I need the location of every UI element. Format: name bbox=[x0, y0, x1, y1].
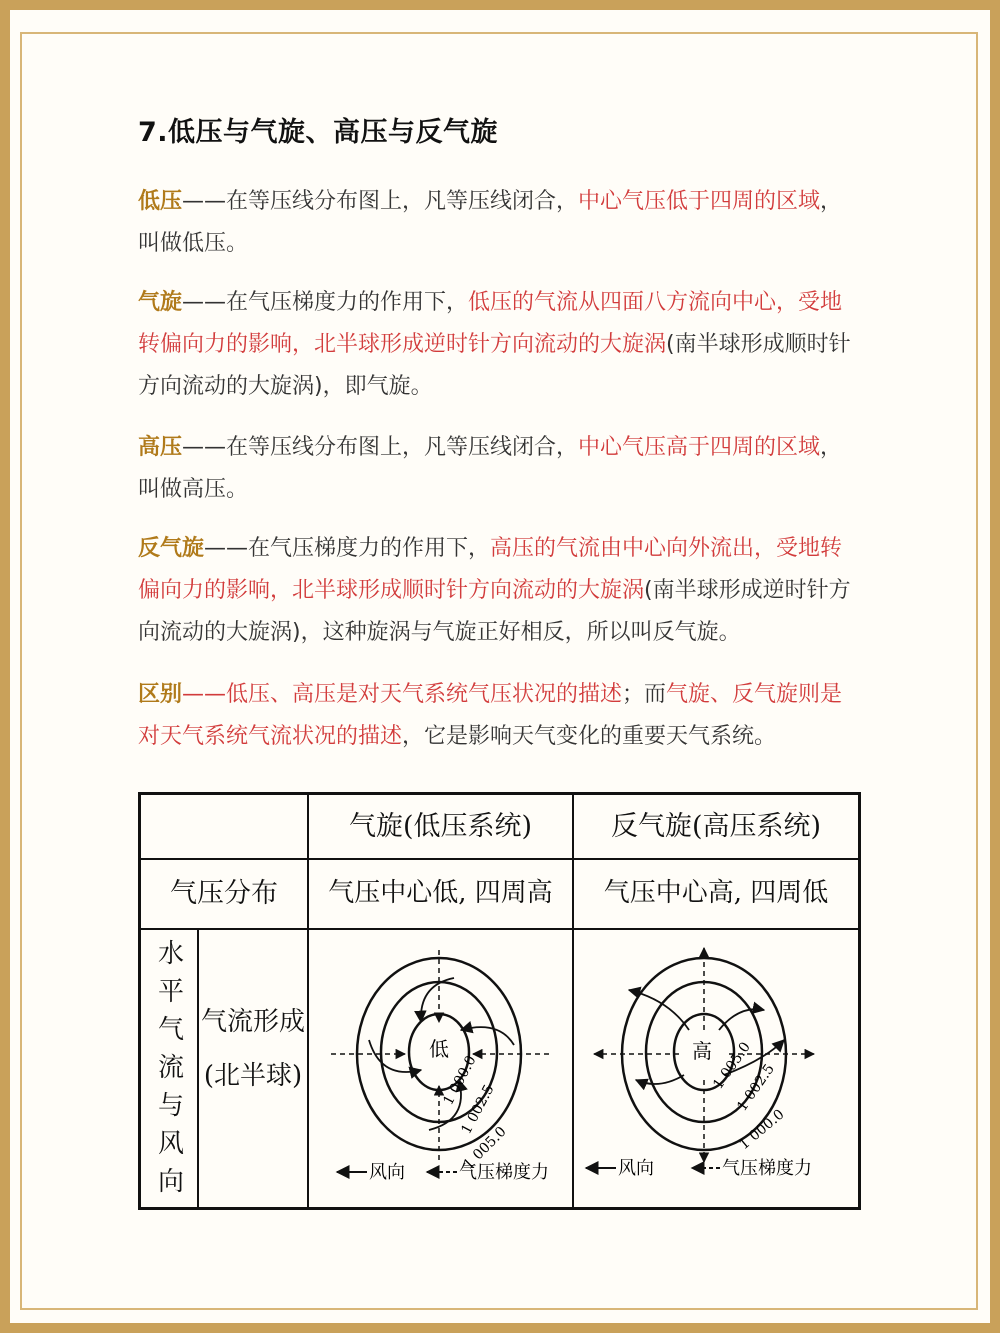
isobar-label: 1 000.0 bbox=[736, 1106, 788, 1154]
term-high: 高压 bbox=[138, 435, 183, 460]
legend-pgf-label: 气压梯度力 bbox=[459, 1162, 549, 1183]
anticyclone-center-label: 高 bbox=[692, 1039, 712, 1063]
row-label-airflow: 气流形成(北半球) bbox=[201, 1007, 306, 1091]
paragraph-high-pressure: 高压——在等压线分布图上，凡等压线闭合，中心气压高于四周的区域，叫做高压。 bbox=[138, 435, 843, 502]
paragraph-difference: 区别——低压、高压是对天气系统气压状况的描述；而气旋、反气旋则是对天气系统气流状况的描述，它是影响天气变化的重要天气系统。 bbox=[138, 682, 843, 749]
paragraph-cyclone: 气旋——在气压梯度力的作用下，低压的气流从四面八方流向中心，受地转偏向力的影响，北半球形成逆时针方向流动的大旋涡(南半球形成顺时针方向流动的大旋涡)，即气旋。 bbox=[138, 290, 851, 399]
row-label-vertical: 水平气流与风向 bbox=[157, 939, 184, 1197]
wind-arrow bbox=[636, 1075, 684, 1084]
table-rule bbox=[141, 858, 858, 860]
term-low: 低压 bbox=[138, 189, 183, 214]
col-header-cyclone: 气旋(低压系统) bbox=[348, 811, 533, 842]
paragraph-low-pressure: 低压——在等压线分布图上，凡等压线闭合，中心气压低于四周的区域，叫做低压。 bbox=[138, 189, 843, 256]
wind-arrow bbox=[369, 1040, 421, 1072]
row-label-pressure: 气压分布 bbox=[170, 878, 278, 909]
col-header-anticyclone: 反气旋(高压系统) bbox=[610, 811, 822, 842]
cyclone-diagram bbox=[309, 930, 572, 1207]
legend-pgf-label: 气压梯度力 bbox=[722, 1158, 812, 1179]
anticyclone-diagram bbox=[574, 930, 858, 1207]
cell-anticyclone-pressure: 气压中心高, 四周低 bbox=[603, 878, 829, 908]
isobar-label: 1 000.0 bbox=[440, 1053, 480, 1108]
isobar-label: 1 002.5 bbox=[734, 1061, 778, 1115]
table-rule bbox=[197, 930, 199, 1207]
paragraph-anticyclone: 反气旋——在气压梯度力的作用下，高压的气流由中心向外流出，受地转偏向力的影响，北半球形成顺时针方向流动的大旋涡(南半球形成逆时针方向流动的大旋涡)，这种旋涡与气旋正好相反，所以叫反气旋。 bbox=[138, 536, 851, 645]
cyclone-center-label: 低 bbox=[429, 1037, 449, 1061]
term-cyclone: 气旋 bbox=[138, 290, 183, 315]
isobar-label: 1 005.0 bbox=[460, 1123, 510, 1173]
legend-wind-label: 风向 bbox=[369, 1162, 405, 1183]
comparison-table bbox=[138, 792, 861, 1210]
legend-wind-label: 风向 bbox=[618, 1158, 654, 1179]
isobar-label: 1 005.0 bbox=[710, 1039, 754, 1093]
section-heading: 7.低压与气旋、高压与反气旋 bbox=[138, 117, 499, 148]
term-difference: 区别 bbox=[138, 682, 183, 707]
term-anticyclone: 反气旋 bbox=[138, 536, 205, 561]
isobar-label: 1 002.5 bbox=[458, 1082, 498, 1137]
cell-cyclone-pressure: 气压中心低, 四周高 bbox=[328, 878, 553, 908]
